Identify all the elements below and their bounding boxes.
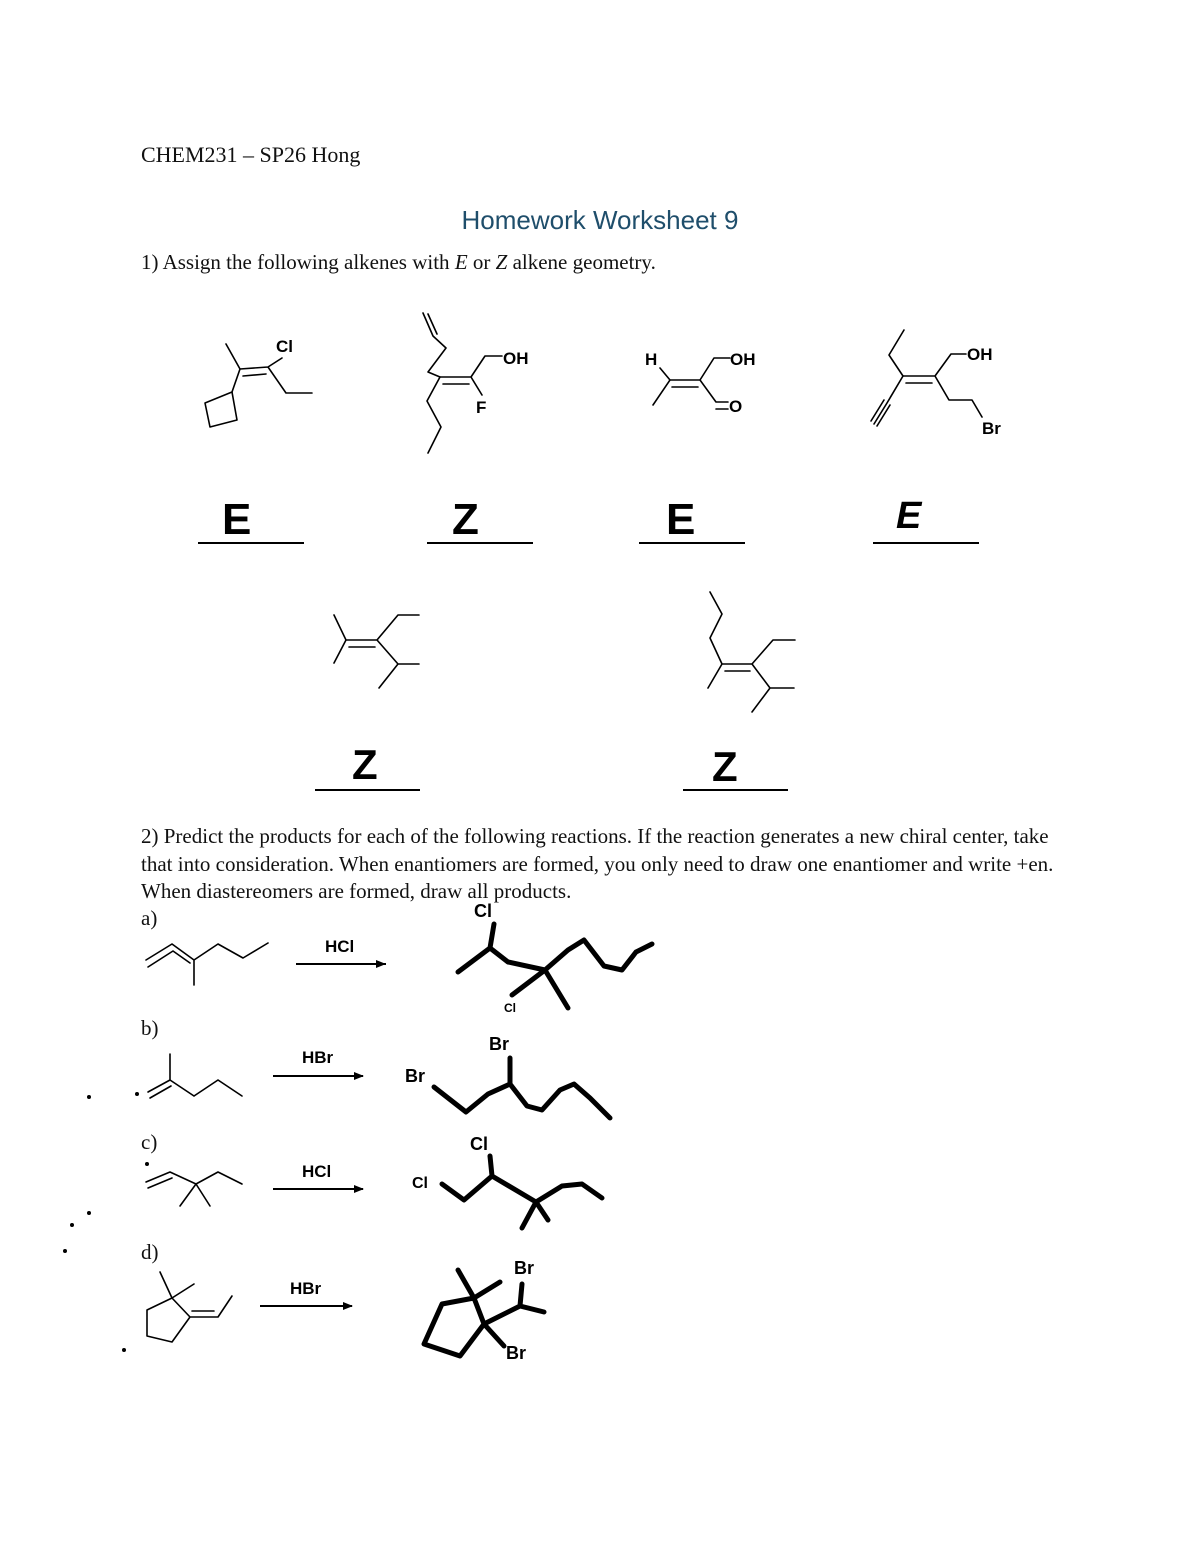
s4-br-label: Br xyxy=(982,419,1001,438)
product-d-label-2: Br xyxy=(506,1343,527,1363)
part-b-label: b) xyxy=(141,1016,159,1040)
reagent-d: HBr xyxy=(290,1279,322,1298)
q1-suffix: alkene geometry. xyxy=(507,250,656,274)
alkene-structure-4 xyxy=(871,330,1001,438)
reagent-b: HBr xyxy=(302,1048,334,1067)
product-c-label-2: Cl xyxy=(412,1175,428,1192)
q1-z-letter: Z xyxy=(495,250,508,274)
question-2-prompt: 2) Predict the products for each of the following reactions. If the reaction generates a new chiral center, take that into consideration. When enantiomers are formed, you only need to draw one enantiomer and write +en. When diastereomers are formed, draw all products. xyxy=(141,824,1054,903)
q1-middle: or xyxy=(467,250,496,274)
alkene-structure-1 xyxy=(205,337,312,427)
answer-6: Z xyxy=(712,743,738,790)
product-b-label-1: Br xyxy=(405,1066,426,1086)
answer-3: E xyxy=(666,495,696,544)
alkene-structure-5 xyxy=(334,615,419,688)
product-a-label-1: Cl xyxy=(474,901,492,921)
reaction-a xyxy=(146,901,652,1015)
answer-4: E xyxy=(896,495,922,537)
part-d-label: d) xyxy=(141,1240,159,1264)
product-b-label-2: Br xyxy=(489,1034,510,1054)
alkene-structure-3 xyxy=(645,350,756,416)
stray-dots xyxy=(63,1092,149,1352)
reagent-c: HCl xyxy=(302,1162,332,1181)
s3-o-label: O xyxy=(729,397,743,416)
product-c-label-1: Cl xyxy=(470,1134,488,1154)
s1-cl-label: Cl xyxy=(276,337,293,356)
alkene-structure-2 xyxy=(423,313,529,453)
answer-2: Z xyxy=(452,495,479,544)
reagent-a: HCl xyxy=(325,937,355,956)
q1-prefix: 1) Assign the following alkenes with xyxy=(141,250,455,274)
answer-5: Z xyxy=(352,741,378,788)
reaction-c xyxy=(146,1134,602,1228)
course-header: CHEM231 – SP26 Hong xyxy=(141,142,361,167)
reaction-b xyxy=(148,1034,610,1118)
s2-f-label: F xyxy=(476,398,487,417)
s4-oh-label: OH xyxy=(967,345,993,364)
q1-e-letter: E xyxy=(454,250,468,274)
reaction-d xyxy=(147,1258,544,1363)
answer-1: E xyxy=(222,495,252,544)
s2-oh-label: OH xyxy=(503,349,529,368)
product-a-label-2: Cl xyxy=(504,1001,516,1015)
alkene-structure-6 xyxy=(708,592,795,712)
part-c-label: c) xyxy=(141,1130,158,1154)
s3-oh-label: OH xyxy=(730,350,756,369)
product-d-label-1: Br xyxy=(514,1258,535,1278)
s3-h-label: H xyxy=(645,350,658,369)
handwritten-answers xyxy=(222,495,923,790)
worksheet-title: Homework Worksheet 9 xyxy=(461,205,739,235)
part-a-label: a) xyxy=(141,906,158,930)
